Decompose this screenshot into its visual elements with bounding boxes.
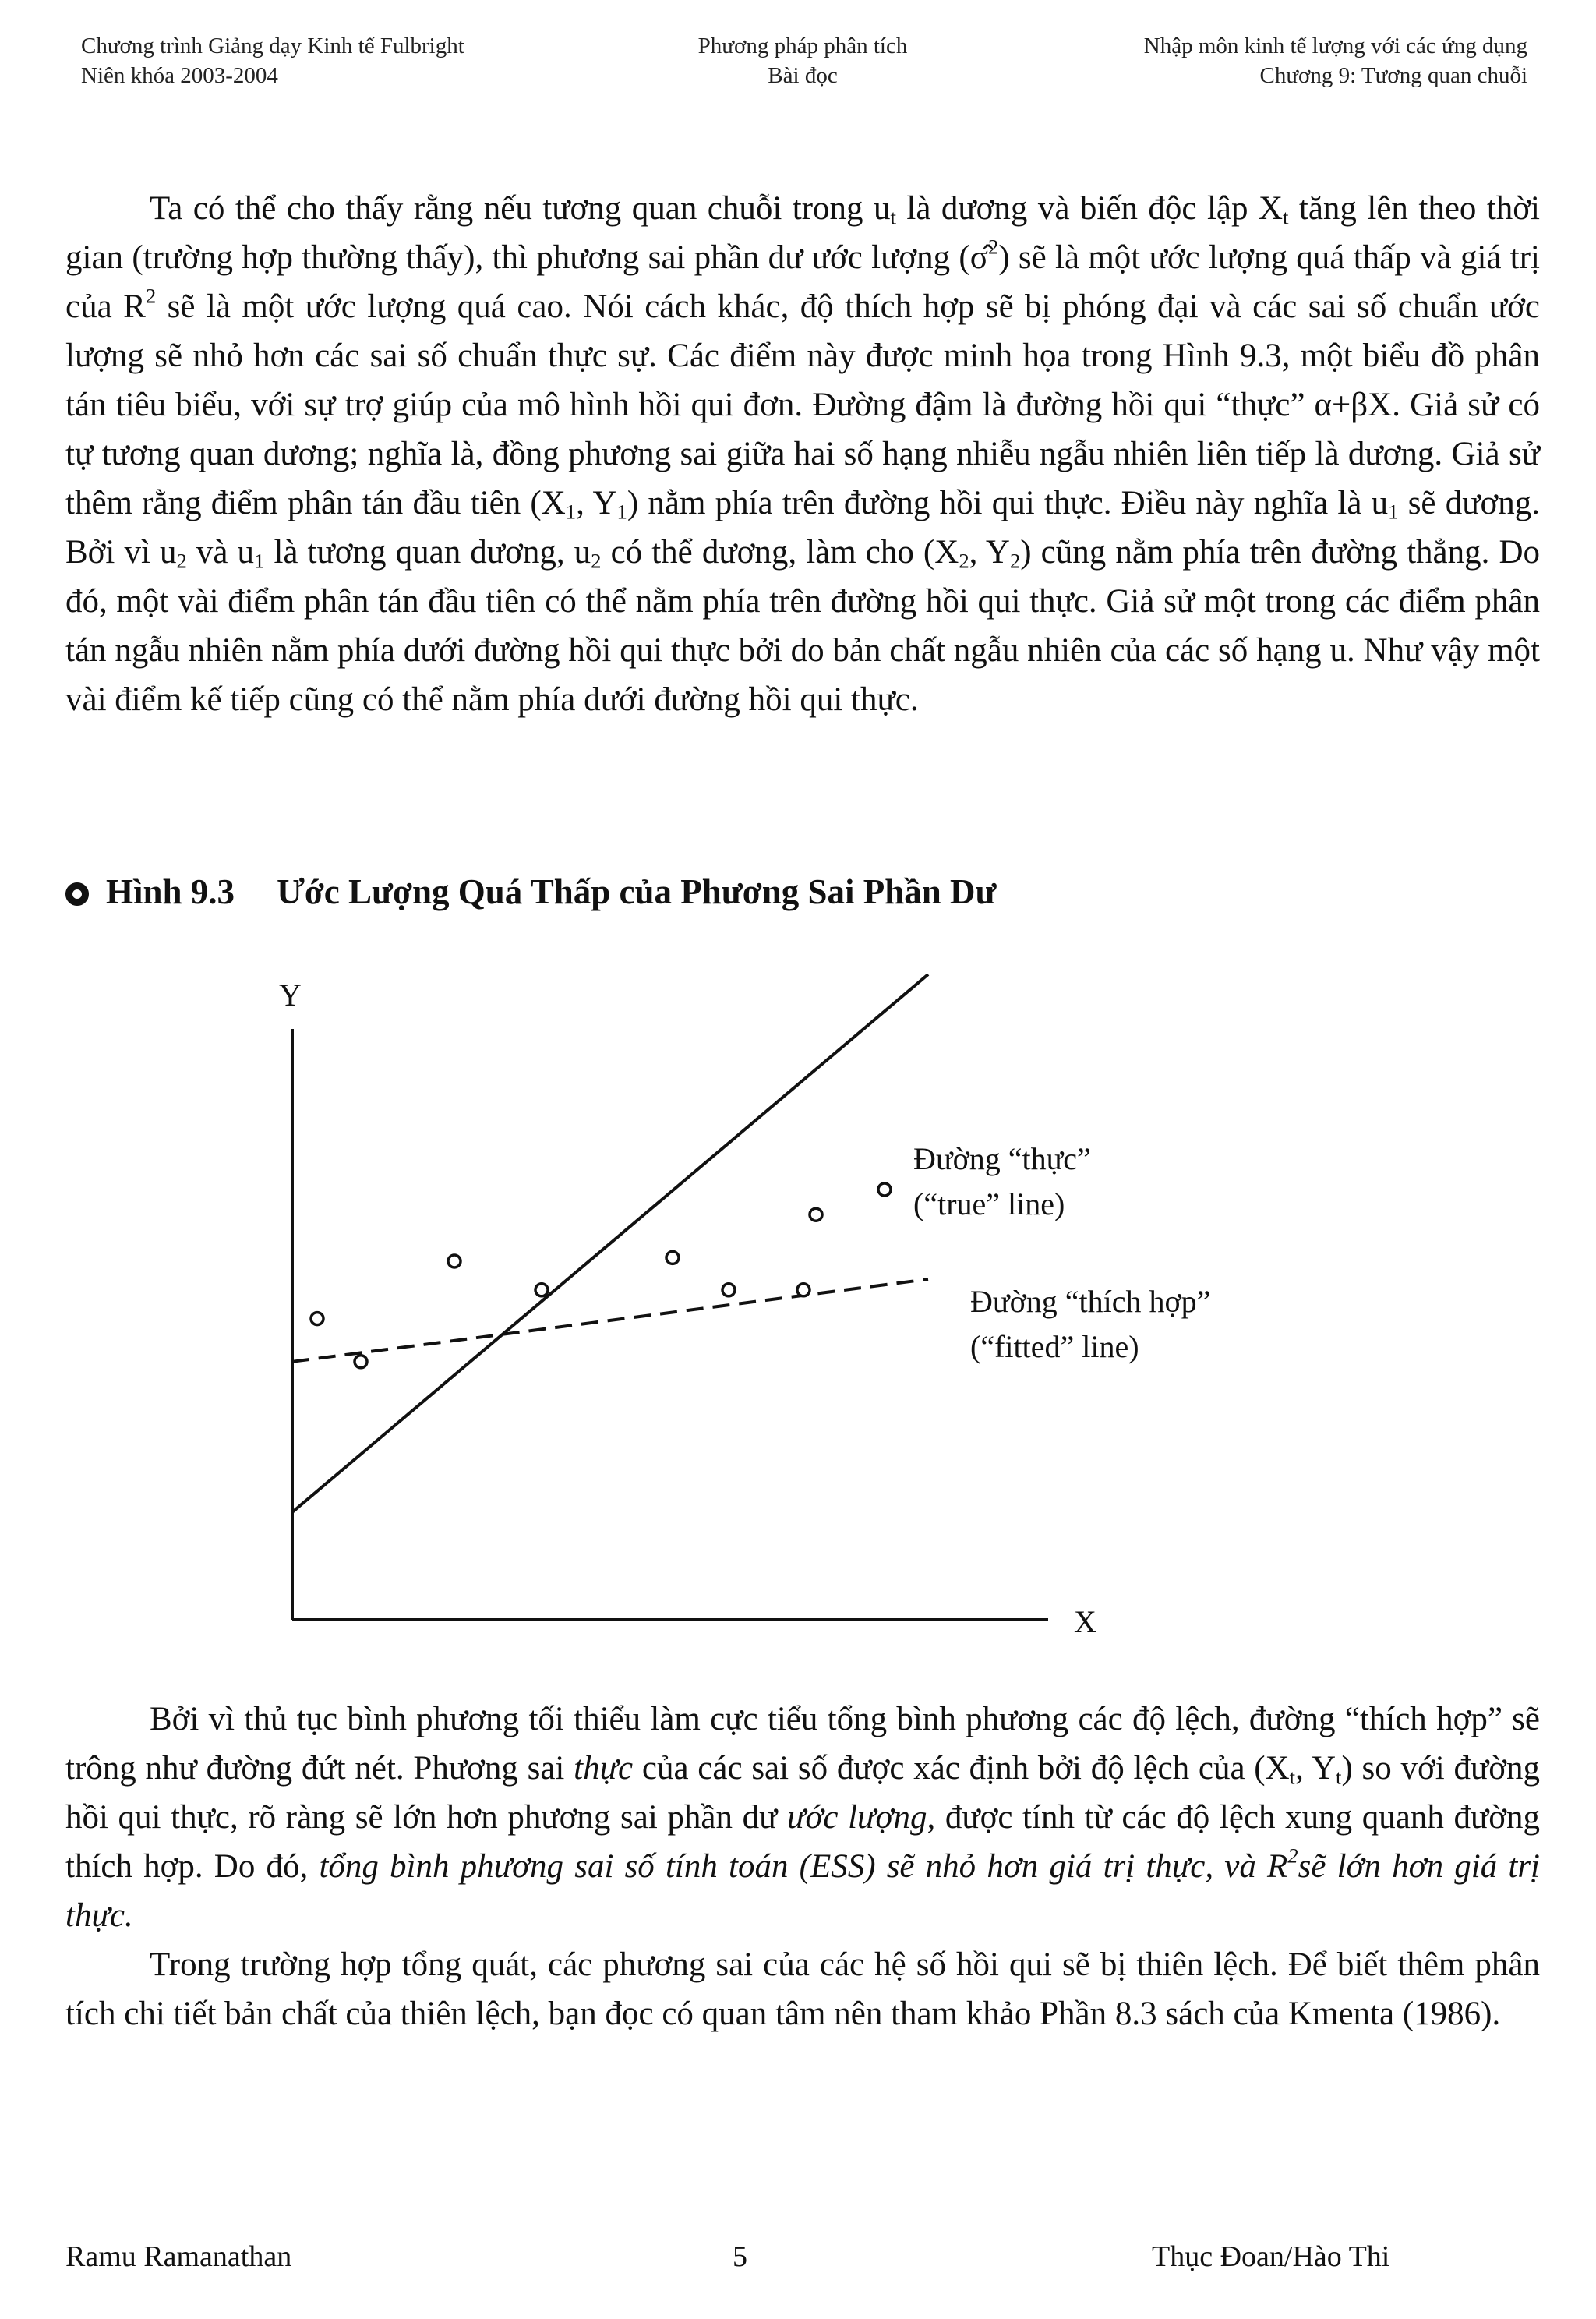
scatter-point	[722, 1284, 735, 1296]
scatter-point	[535, 1284, 548, 1296]
paragraph-general-case: Trong trường hợp tổng quát, các phương sai của các hệ số hồi qui sẽ bị thiên lệch. Để biết thêm phân tích chi tiết bản chất của thiên lệch, bạn đọc có quan tâm nên tham khảo Phần 8.3 sách của Kmenta (1986).	[65, 1946, 1540, 2032]
header-chapter: Chương 9: Tương quan chuỗi	[1259, 63, 1527, 88]
footer-translators: Thục Đoan/Hào Thi	[1152, 2240, 1390, 2273]
header-book: Nhập môn kinh tế lượng với các ứng dụng	[1143, 34, 1527, 58]
scatter-point	[666, 1251, 679, 1264]
paragraph-explanation-text: Bởi vì thủ tục bình phương tối thiểu làm cực tiểu tổng bình phương các độ lệch, đường “thích hợp” sẽ trông như đường đứt nét. Phương sai thực của các sai số được xác định bởi độ lệch của ($X_t$, $Y_t$) so với đường hồi qui thực, rõ ràng sẽ lớn hơn phương sai phần dư ước lượng, được tính từ các độ lệch xung quanh đường thích hợp. Do đó, tổng bình phương sai số tính toán (ESS) sẽ nhỏ hơn giá trị thực, và $R^2sẽ$ lớn hơn giá trị thực.	[65, 1701, 1540, 1934]
y-axis-label: Y	[279, 977, 302, 1013]
scatter-point	[448, 1255, 461, 1267]
figure-title: Ước Lượng Quá Thấp của Phương Sai Phần Dư	[277, 872, 997, 911]
true-regression-line	[292, 974, 928, 1512]
scatter-point	[355, 1356, 367, 1368]
footer-author: Ramu Ramanathan	[65, 2240, 292, 2273]
header-type: Bài đọc	[768, 63, 838, 88]
header-program: Chương trình Giảng dạy Kinh tế Fulbright	[81, 34, 464, 58]
fitted-regression-line	[292, 1279, 928, 1362]
header-course: Phương pháp phân tích	[697, 34, 908, 58]
true-line-label-en: (“true” line)	[913, 1186, 1065, 1221]
fitted-line-label-en: (“fitted” line)	[970, 1329, 1139, 1364]
scatter-point	[810, 1208, 822, 1221]
scatter-point	[311, 1313, 323, 1325]
figure-number: Hình 9.3	[106, 872, 235, 911]
header-year: Niên khóa 2003-2004	[81, 63, 278, 88]
fitted-line-label: Đường “thích hợp”	[970, 1284, 1211, 1319]
paragraph-intro-text: Ta có thể cho thấy rằng nếu tương quan chuỗi trong $u_t$ là dương và biến độc lập $X_t$ tăng lên theo thời gian (trường hợp thường thấy), thì phương sai phần dư ước lượng (σ̂$^2$) sẽ là một ước lượng quá thấp và giá trị của $R^2$ sẽ là một ước lượng quá cao. Nói cách khác, độ thích hợp sẽ bị phóng đại và các sai số chuẩn ước lượng sẽ nhỏ hơn các sai số chuẩn thực sự. Các điểm này được minh họa trong Hình 9.3, một biểu đồ phân tán tiêu biểu, với sự trợ giúp của mô hình hồi qui đơn. Đường đậm là đường hồi qui “thực” α+βX. Giả sử có tự tương quan dương; nghĩa là, đồng phương sai giữa hai số hạng nhiễu ngẫu nhiên liên tiếp là dương. Giả sử thêm rằng điểm phân tán đầu tiên ($X_1$, $Y_1$) nằm phía trên đường hồi qui thực. Điều này nghĩa là $u_1$ sẽ dương. Bởi vì $u_2$ và $u_1$ là tương quan dương, $u_2$ có thể dương, làm cho ($X_2$, $Y_2$) cũng nằm phía trên đường thẳng. Do đó, một vài điểm phân tán đầu tiên có thể nằm phía trên đường hồi qui thực. Giả sử một trong các điểm phân tán ngẫu nhiên nằm phía dưới đường hồi qui thực bởi do bản chất ngẫu nhiên của các số hạng u. Như vậy một vài điểm kế tiếp cũng có thể nằm phía dưới đường hồi qui thực.	[65, 190, 1541, 718]
page-number: 5	[733, 2240, 747, 2273]
x-axis-label: X	[1074, 1604, 1096, 1639]
paragraph-explanation	[65, 1695, 1540, 2038]
scatter-point	[797, 1284, 810, 1296]
true-line-label: Đường “thực”	[913, 1141, 1091, 1176]
scatter-point	[878, 1183, 891, 1196]
